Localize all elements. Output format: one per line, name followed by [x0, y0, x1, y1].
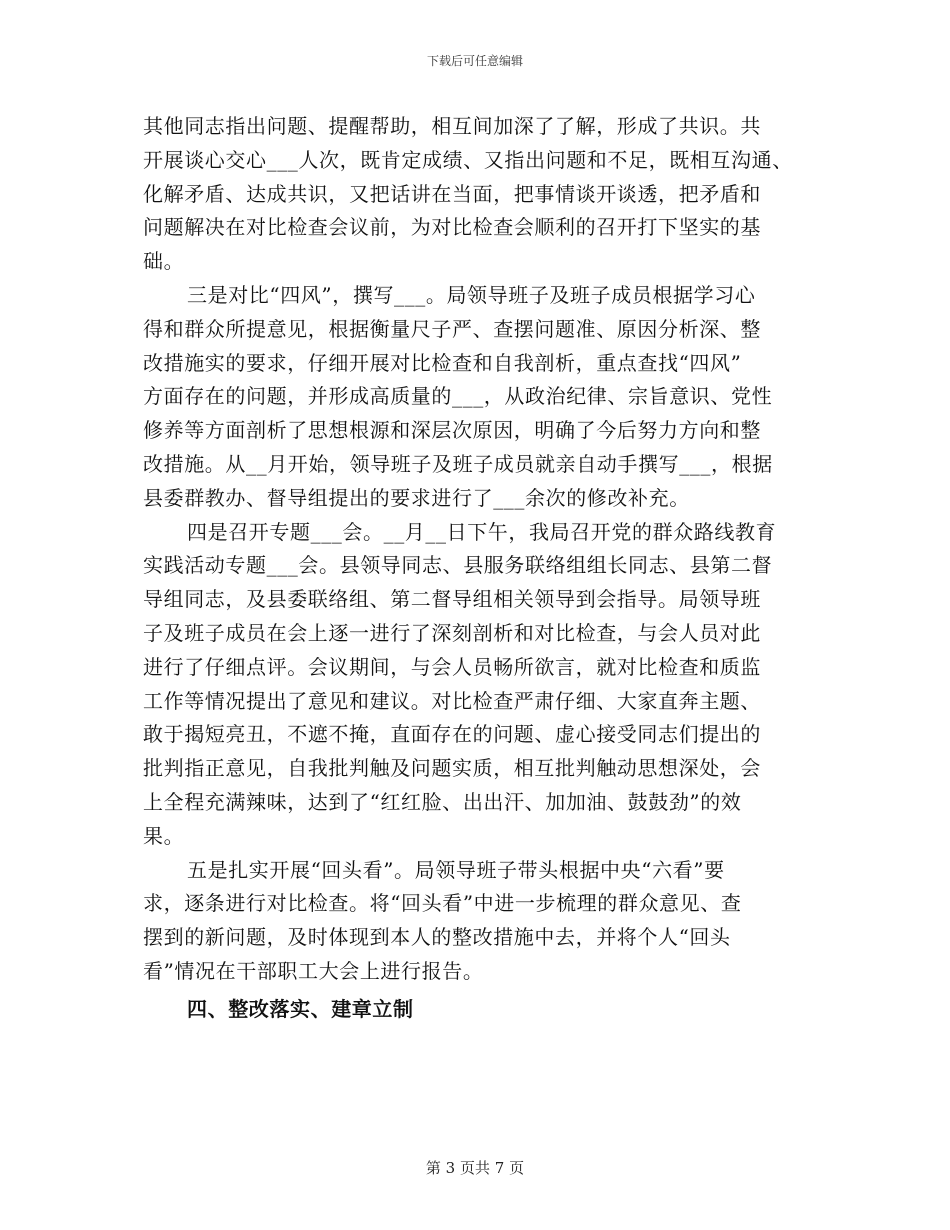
text-line: 上全程充满辣味，达到了“红红脸、出出汗、加加油、鼓鼓劲”的效 — [143, 789, 742, 814]
text-line: 开展谈心交心___人次，既肯定成绩、又指出问题和不足，既相互沟通、 — [143, 147, 793, 172]
paragraph — [143, 516, 823, 854]
text-line: 果。 — [143, 823, 185, 848]
page-header: 下载后可任意编辑 — [426, 54, 523, 68]
text-line: 问题解决在对比检查会议前，为对比检查会顺利的召开打下坚实的基 — [143, 215, 761, 240]
section-heading: 四、整改落实、建章立制 — [187, 996, 414, 1021]
text-line: 看”情况在干部职工大会上进行报告。 — [143, 958, 484, 983]
text-line: 得和群众所提意见，根据衡量尺子严、查摆问题准、原因分析深、整 — [143, 316, 761, 341]
paragraph — [143, 110, 823, 279]
text-line: 三是对比“四风”，撰写___。局领导班子及班子成员根据学习心 — [187, 282, 756, 307]
text-line: 批判指正意见，自我批判触及问题实质，相互批判触动思想深处，会 — [143, 756, 761, 781]
page-footer: 第 3 页共 7 页 — [425, 1159, 525, 1177]
text-line: 其他同志指出问题、提醒帮助，相互间加深了了解，形成了共识。共 — [143, 114, 761, 138]
text-line: 工作等情况提出了意见和建议。对比检查严肃仔细、大家直奔主题、 — [143, 688, 761, 713]
text-line: 摆到的新问题，及时体现到本人的整改措施中去，并将个人“回头 — [143, 925, 731, 950]
text-line: 五是扎实开展“回头看”。局领导班子带头根据中央“六看”要 — [187, 857, 725, 882]
text-line: 四是召开专题___会。__月__日下午，我局召开党的群众路线教育 — [187, 519, 777, 544]
text-line: 修养等方面剖析了思想根源和深层次原因，明确了今后努力方向和整 — [143, 418, 761, 443]
text-line: 进行了仔细点评。会议期间，与会人员畅所欲言，就对比检查和质监 — [143, 654, 761, 679]
text-line: 敢于揭短亮丑，不遮不掩，直面存在的问题、虚心接受同志们提出的 — [143, 722, 761, 747]
document-body — [143, 110, 823, 1027]
text-line: 实践活动专题___会。县领导同志、县服务联络组组长同志、县第二督 — [143, 553, 773, 578]
text-line: 求，逐条进行对比检查。将“回头看”中进一步梳理的群众意见、查 — [143, 891, 742, 916]
text-line: 县委群教办、督导组提出的要求进行了___余次的修改补充。 — [143, 485, 690, 510]
text-line: 化解矛盾、达成共识，又把话讲在当面，把事情谈开谈透，把矛盾和 — [143, 181, 761, 206]
text-line: 改措施。从__月开始，领导班子及班子成员就亲自动手撰写___，根据 — [143, 451, 773, 476]
text-line: 方面存在的问题，并形成高质量的___，从政治纪律、宗旨意识、党性 — [143, 384, 773, 409]
text-line: 础。 — [143, 249, 185, 274]
paragraph — [143, 854, 823, 989]
text-line: 改措施实的要求，仔细开展对比检查和自我剖析，重点查找“四风” — [143, 350, 742, 375]
paragraph — [143, 279, 823, 516]
text-line: 导组同志，及县委联络组、第二督导组相关领导到会指导。局领导班 — [143, 587, 761, 612]
text-line: 子及班子成员在会上逐一进行了深刻剖析和对比检查，与会人员对此 — [143, 620, 761, 645]
